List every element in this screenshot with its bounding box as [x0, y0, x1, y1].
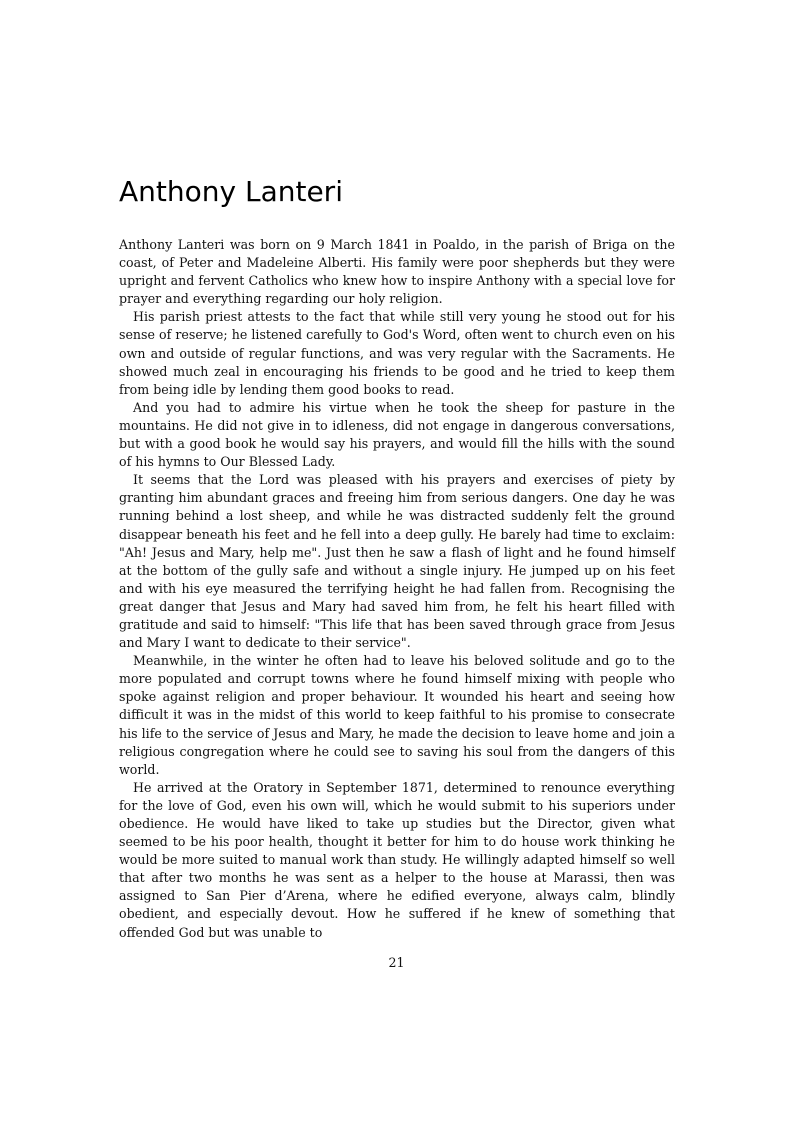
chapter-title: Anthony Lanteri	[119, 175, 343, 208]
chapter-body	[119, 236, 675, 942]
paragraph-parish-priest: His parish priest attests to the fact that while still very young he stood out for his sense of reserve; he listened carefully to God's Word, often went to church even on his own and outside of regular functions, and was very regular with the Sacraments. He showed much zeal in encouraging his friends to be good and he tried to keep them from being idle by lending them good books to read.	[119, 309, 675, 397]
paragraph-towns: Meanwhile, in the winter he often had to leave his beloved solitude and go to the more populated and corrupt towns where he found himself mixing with people who spoke against religion and proper behaviour. It wounded his heart and seeing how difficult it was in the midst of this world to keep faithful to his promise to consecrate his life to the service of Jesus and Mary, he made the decision to leave home and join a religious congregation where he could see to saving his soul from the dangers of this world.	[119, 653, 675, 777]
paragraph-oratory: He arrived at the Oratory in September 1871, determined to renounce everything for the love of God, even his own will, which he would submit to his superiors under obedience. He would have liked to take up studies but the Director, given what seemed to be his poor health, thought it better for him to do house work thinking he would be more suited to manual work than study. He willingly adapted himself so well that after two months he was sent as a helper to the house at Marassi, then was assigned to San Pier d’Arena, where he edified everyone, always calm, blindly obedient, and especially devout. How he suffered if he knew of something that offended God but was unable to	[119, 779, 675, 940]
paragraph-mountains: And you had to admire his virtue when he took the sheep for pasture in the mountains. He did not give in to idleness, did not engage in dangerous conversations, but with a good book he would say his prayers, and would fill the hills with the sound of his hymns to Our Blessed Lady.	[119, 399, 675, 470]
page-number: 21	[388, 955, 405, 970]
paragraph-gully: It seems that the Lord was pleased with his prayers and exercises of piety by granting him abundant graces and freeing him from serious dangers. One day he was running behind a lost sheep, and while he was distracted suddenly felt the ground disappear beneath his feet and he fell into a deep gully. He barely had time to exclaim: "Ah! Jesus and Mary, help me". Just then he saw a flash of light and he found himself at the bottom of the gully safe and without a single injury. He jumped up on his feet and with his eye measured the terrifying height he had fallen from. Recognising the great danger that Jesus and Mary had saved him from, he felt his heart filled with gratitude and said to himself: "This life that has been saved through grace from Jesus and Mary I want to dedicate to their service".	[119, 472, 675, 651]
paragraph-birth: Anthony Lanteri was born on 9 March 1841 in Poaldo, in the parish of Briga on the coast, of Peter and Madeleine Alberti. His family were poor shepherds but they were upright and fervent Catholics who knew how to inspire Anthony with a special love for prayer and everything regarding our holy religion.	[119, 237, 675, 307]
